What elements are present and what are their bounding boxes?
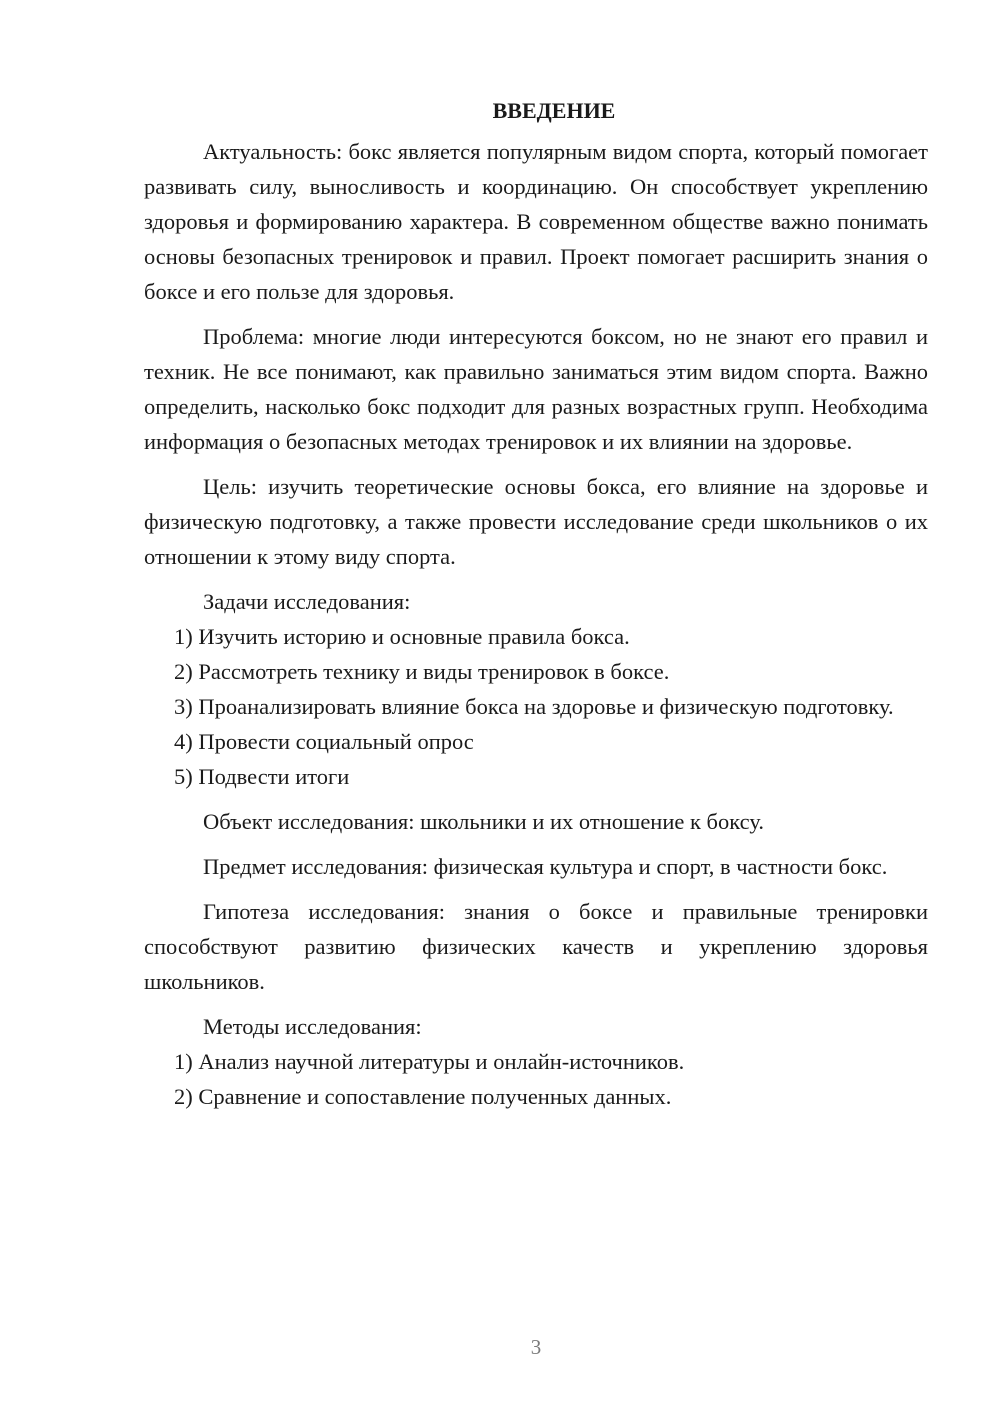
problem-paragraph: Проблема: многие люди интересуются боксом, но не знают его правил и техник. Не все понимают, как правильно заниматься этим видом спорта. Важно определить, насколько бокс подходит для разных возрастных групп. Необходима информация о безопасных методах тренировок и их влиянии на здоровье. bbox=[144, 324, 928, 454]
method-item: 2) Сравнение и сопоставление полученных данных. bbox=[174, 1084, 672, 1109]
object-paragraph: Объект исследования: школьники и их отношение к боксу. bbox=[203, 809, 764, 834]
tasks-heading: Задачи исследования: bbox=[203, 589, 411, 614]
page-content bbox=[144, 92, 928, 1114]
page-number: 3 bbox=[530, 1335, 542, 1359]
task-item: 5) Подвести итоги bbox=[174, 764, 350, 789]
goal-paragraph: Цель: изучить теоретические основы бокса, его влияние на здоровье и физическую подготовку, а также провести исследование среди школьников о их отношении к этому виду спорта. bbox=[144, 474, 928, 569]
methods-heading: Методы исследования: bbox=[203, 1014, 422, 1039]
task-item: 3) Проанализировать влияние бокса на здоровье и физическую подготовку. bbox=[174, 694, 894, 719]
task-item: 2) Рассмотреть технику и виды тренировок в боксе. bbox=[174, 659, 670, 684]
method-item: 1) Анализ научной литературы и онлайн-источников. bbox=[174, 1049, 685, 1074]
page-title: ВВЕДЕНИЕ bbox=[492, 98, 616, 123]
hypothesis-paragraph: Гипотеза исследования: знания о боксе и правильные тренировки способствуют развитию физических качеств и укреплению здоровья школьников. bbox=[144, 899, 928, 994]
task-item: 1) Изучить историю и основные правила бокса. bbox=[174, 624, 630, 649]
relevance-paragraph: Актуальность: бокс является популярным видом спорта, который помогает развивать силу, выносливость и координацию. Он способствует укреплению здоровья и формированию характера. В современном обществе важно понимать основы безопасных тренировок и правил. Проект помогает расширить знания о боксе и его пользе для здоровья. bbox=[144, 139, 928, 304]
task-item: 4) Провести социальный опрос bbox=[174, 729, 474, 754]
subject-paragraph: Предмет исследования: физическая культура и спорт, в частности бокс. bbox=[203, 854, 888, 879]
